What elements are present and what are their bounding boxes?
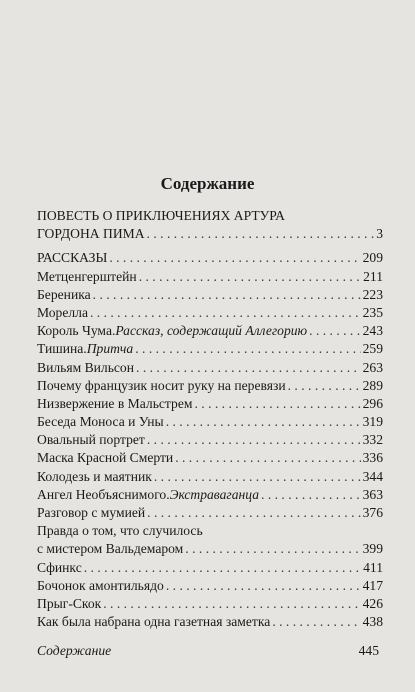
toc-page-number: 332 — [362, 432, 383, 448]
toc-entry — [37, 540, 383, 558]
toc-page-number: 235 — [362, 304, 383, 320]
toc-leader — [288, 377, 361, 395]
toc-title: ПОВЕСТЬ О ПРИКЛЮЧЕНИЯХ АРТУРА — [37, 208, 285, 223]
toc-leader — [109, 249, 360, 267]
toc-page-number: 438 — [362, 614, 383, 630]
toc-page-number: 411 — [363, 559, 383, 575]
toc-title: Морелла — [37, 304, 88, 320]
toc-leader — [194, 395, 360, 413]
toc-leader — [166, 577, 361, 595]
toc-entry — [37, 340, 383, 358]
page-title: Содержание — [160, 174, 255, 193]
toc-entry — [37, 613, 383, 631]
toc-page-number: 223 — [362, 286, 383, 302]
toc-page-number: 263 — [362, 359, 383, 375]
toc-page-number: 417 — [362, 577, 383, 593]
toc-page-number: 243 — [362, 323, 383, 339]
toc-title: Метценгерштейн — [37, 268, 137, 284]
toc-leader — [147, 431, 361, 449]
toc-subtitle: Рассказ, содержащий Аллегорию — [115, 323, 308, 339]
toc-title: Правда о том, что случилось — [37, 523, 203, 539]
toc-page-number: 289 — [362, 377, 383, 393]
toc-subtitle: Экстраваганца — [169, 486, 260, 502]
toc-entry — [37, 377, 383, 395]
toc-leader — [154, 468, 361, 486]
toc-title: Почему французик носит руку на перевязи — [37, 377, 286, 393]
toc-entry — [37, 359, 383, 377]
toc-entry — [37, 322, 383, 340]
toc-entry-stories — [37, 249, 383, 267]
toc-entry-line — [37, 522, 383, 540]
toc-title: Колодезь и маятник — [37, 468, 152, 484]
toc-page-number: 209 — [362, 250, 383, 266]
toc-title: Овальный портрет — [37, 432, 145, 448]
toc-entry — [37, 449, 383, 467]
toc-page-number: 211 — [363, 268, 383, 284]
toc-leader — [175, 449, 360, 467]
toc-title: Береника — [37, 286, 91, 302]
toc-page-number: 344 — [362, 468, 383, 484]
toc-page-number: 3 — [376, 226, 383, 242]
toc-entry — [37, 595, 383, 613]
toc-leader — [93, 286, 361, 304]
toc-title: Бочонок амонтильядо — [37, 577, 164, 593]
toc-title: Беседа Моноса и Уны — [37, 414, 164, 430]
toc-title: Тишина. — [37, 341, 87, 357]
toc-title: Как была набрана одна газетная заметка — [37, 614, 271, 630]
toc-entry-pym-line1 — [37, 207, 383, 225]
toc-leader — [103, 595, 360, 613]
toc-page-number: 336 — [362, 450, 383, 466]
toc-page-number: 426 — [362, 595, 383, 611]
toc-leader — [261, 486, 361, 504]
toc-title: Вильям Вильсон — [37, 359, 135, 375]
toc-leader — [147, 504, 360, 522]
toc-leader — [139, 268, 361, 286]
toc-entry — [37, 304, 383, 322]
toc-entry — [37, 486, 383, 504]
toc-entry — [37, 395, 383, 413]
toc-page-number: 319 — [362, 414, 383, 430]
running-footer: Содержание — [37, 643, 112, 658]
toc-leader — [84, 559, 361, 577]
toc-page-number: 296 — [362, 395, 383, 411]
toc-entry — [37, 268, 383, 286]
toc-page-number: 399 — [362, 541, 383, 557]
toc-title: Король Чума. — [37, 323, 116, 339]
toc-page-number: 363 — [362, 486, 383, 502]
toc-leader — [147, 225, 375, 243]
toc-title: Сфинкс — [37, 559, 82, 575]
toc-entry — [37, 431, 383, 449]
toc-entry-pym — [37, 225, 383, 243]
toc-leader — [136, 359, 361, 377]
toc-leader — [185, 540, 360, 558]
toc-leader — [90, 304, 361, 322]
table-of-contents — [37, 207, 383, 631]
page-number: 445 — [358, 643, 379, 658]
toc-leader — [272, 613, 360, 631]
toc-leader — [166, 413, 361, 431]
toc-title: Разговор с мумией — [37, 505, 146, 520]
toc-title: ГОРДОНА ПИМА — [37, 226, 145, 242]
toc-page-number: 376 — [362, 505, 383, 520]
toc-entry — [37, 286, 383, 304]
toc-leader — [135, 340, 360, 358]
toc-entry — [37, 468, 383, 486]
toc-title: Низвержение в Мальстрем — [37, 395, 193, 411]
toc-subtitle: Притча — [86, 341, 134, 357]
toc-leader — [309, 322, 360, 340]
toc-title: Ангел Необъяснимого. — [37, 486, 170, 502]
toc-title: Маска Красной Смерти — [37, 450, 174, 466]
toc-title: с мистером Вальдемаром — [37, 541, 184, 557]
toc-entry — [37, 559, 383, 577]
toc-title: РАССКАЗЫ — [37, 250, 108, 266]
toc-entry — [37, 577, 383, 595]
toc-entry — [37, 504, 383, 522]
toc-title: Прыг-Скок — [37, 595, 102, 611]
toc-entry — [37, 413, 383, 431]
toc-page-number: 259 — [362, 341, 383, 357]
